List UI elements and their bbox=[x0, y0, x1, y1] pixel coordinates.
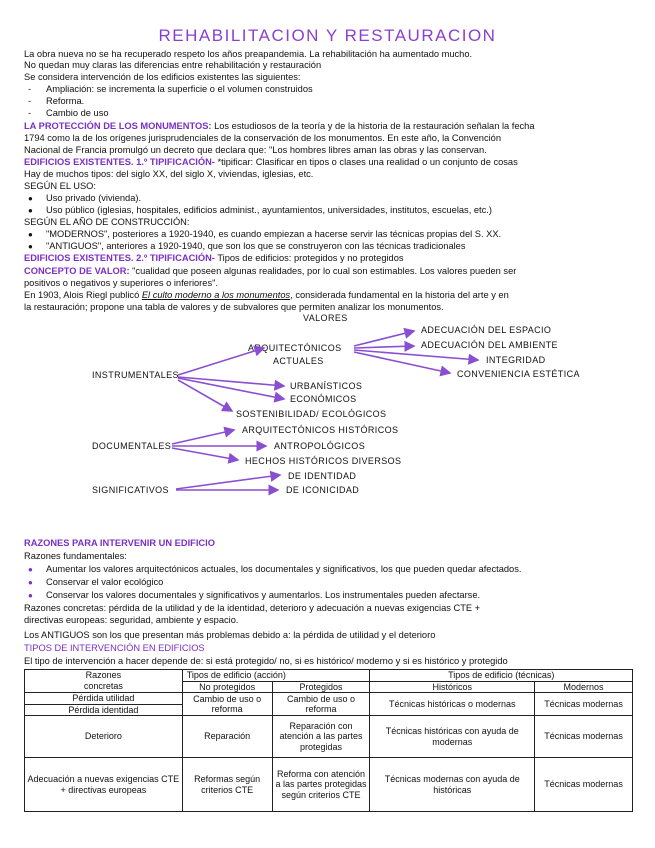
valor-line-4: la restauración; propone una tabla de valores y de subvalores que permiten analizar los monumentos. bbox=[24, 302, 444, 312]
diagram-adecuacion-ambiente: ADECUACIÓN DEL AMBIENTE bbox=[421, 340, 558, 350]
valor-line-3a: En 1903, Alois Riegl publicó bbox=[24, 290, 142, 300]
arrow-sig-identidad bbox=[176, 475, 280, 489]
table-cell: Cambio de uso o reforma bbox=[272, 693, 370, 716]
table-cell: Técnicas históricas con ayuda de modernas bbox=[370, 716, 535, 758]
uso-privado: Uso privado (vivienda). bbox=[46, 193, 142, 203]
razones-concretas-1: Razones concretas: pérdida de la utilidad y de la identidad, deterioro y adecuación a nuevas exigencias CTE + bbox=[24, 603, 481, 613]
table-cell: Técnicas históricas o modernas bbox=[370, 693, 535, 716]
arrow-arq-integridad bbox=[354, 350, 478, 360]
table-row bbox=[25, 693, 633, 705]
proteccion-text: Los estudiosos de la teoría y de la historia de la restauración señalan la fecha bbox=[211, 121, 535, 131]
diagram-iconicidad: DE ICONICIDAD bbox=[286, 485, 360, 495]
tipificacion2-heading: EDIFICIOS EXISTENTES. 2.º TIPIFICACIÓN- bbox=[24, 253, 215, 263]
tipificacion1-heading: EDIFICIOS EXISTENTES. 1.º TIPIFICACIÓN- bbox=[24, 157, 215, 167]
table-cell: Reparación bbox=[182, 716, 272, 758]
bullet-marker: ● bbox=[28, 565, 33, 574]
table-cell: Reparación con atención a las partes protegidas bbox=[272, 716, 370, 758]
diagram-adecuacion-espacio: ADECUACIÓN DEL ESPACIO bbox=[421, 325, 552, 335]
ano-modernos: "MODERNOS", posteriores a 1920-1940, es cuando empiezan a hacerse servir las técnicas propias del S. XX. bbox=[46, 229, 502, 239]
antiguos-line: Los ANTIGUOS son los que presentan más problemas debido a: la pérdida de utilidad y el deterioro bbox=[24, 630, 436, 640]
diagram-arq-actuales-1: ARQUITECTÓNICOS bbox=[248, 343, 342, 353]
valor-heading: CONCEPTO DE VALOR: bbox=[24, 266, 130, 276]
razones-sub: Razones fundamentales: bbox=[24, 551, 127, 561]
proteccion-heading: LA PROTECCIÓN DE LOS MONUMENTOS: bbox=[24, 121, 212, 131]
diagram-significativos: SIGNIFICATIVOS bbox=[92, 485, 169, 495]
arrow-doc-hechos bbox=[172, 448, 238, 460]
intro-line-1: La obra nueva no se ha recuperado respeto los años preapandemia. La rehabilitación ha aumentado mucho. bbox=[24, 49, 473, 59]
bullet-marker: ● bbox=[28, 242, 33, 251]
dash-marker: - bbox=[28, 84, 32, 94]
intro-line-2: No quedan muy claras las diferencias entre rehabilitación y restauración bbox=[24, 60, 322, 70]
intervention-table bbox=[24, 669, 633, 812]
diagram-integridad: INTEGRIDAD bbox=[486, 355, 546, 365]
razones-heading: RAZONES PARA INTERVENIR UN EDIFICIO bbox=[24, 538, 215, 548]
intervention-ampliacion: Ampliación: se incrementa la superficie o el volumen construidos bbox=[46, 84, 313, 94]
bullet-marker: ● bbox=[28, 206, 33, 215]
tipos-intervencion-heading: TIPOS DE INTERVENCIÓN EN EDIFICIOS bbox=[24, 643, 205, 653]
diagram-antropologicos: ANTROPOLÓGICOS bbox=[274, 441, 366, 451]
table-header-cell: Tipos de edificio (acción) bbox=[182, 670, 370, 682]
table-row bbox=[25, 758, 633, 812]
diagram-hechos: HECHOS HISTÓRICOS DIVERSOS bbox=[245, 456, 402, 466]
valor-text: "cualidad que poseen algunas realidades, por lo cual son estimables. Los valores pueden ser bbox=[129, 266, 517, 276]
razon-item-2: Conservar el valor ecológico bbox=[46, 577, 164, 587]
diagram-sostenibilidad: SOSTENIBILIDAD/ ECOLÓGICOS bbox=[236, 409, 387, 419]
table-cell: Técnicas modernas bbox=[535, 693, 633, 716]
intervention-cambio-uso: Cambio de uso bbox=[46, 108, 109, 118]
tipos-intervencion-text: El tipo de intervención a hacer depende de: si está protegido/ no, si es histórico/ moderno y si es histórico y protegido bbox=[24, 656, 508, 666]
table-cell: Adecuación a nuevas exigencias CTE + directivas europeas bbox=[25, 758, 183, 812]
table-cell: Pérdida identidad bbox=[25, 704, 183, 716]
table-header-row bbox=[25, 681, 633, 693]
arrow-arq-conveniencia bbox=[354, 352, 450, 373]
table-cell: Cambio de uso o reforma bbox=[182, 693, 272, 716]
table-header-cell: Modernos bbox=[535, 681, 633, 693]
diagram-arq-historicos: ARQUITECTÓNICOS HISTÓRICOS bbox=[242, 425, 399, 435]
diagram-documentales: DOCUMENTALES bbox=[92, 441, 172, 451]
bullet-marker: ● bbox=[28, 591, 33, 600]
valor-line-2: positivos o negativos y superiores o inferiores". bbox=[24, 278, 218, 288]
diagram-arq-actuales-2: ACTUALES bbox=[273, 356, 324, 366]
diagram-conveniencia: CONVENIENCIA ESTÉTICA bbox=[457, 369, 580, 379]
table-header-cell: Históricos bbox=[370, 681, 535, 693]
bullet-marker: ● bbox=[28, 230, 33, 239]
razon-item-3: Conservar los valores documentales y significativos y aumentarlos. Los instrumentales pueden afectarse. bbox=[46, 590, 481, 600]
valor-line-3c: , considerada fundamental en la historia del arte y en bbox=[290, 290, 509, 300]
table-header-cell: Razones bbox=[25, 670, 183, 682]
intervention-reforma: Reforma. bbox=[46, 96, 85, 106]
table-cell: Técnicas modernas bbox=[535, 758, 633, 812]
diagram-title: VALORES bbox=[303, 313, 348, 323]
table-row bbox=[25, 716, 633, 758]
table-header-row bbox=[25, 670, 633, 682]
razones-concretas-2: directivas europeas: seguridad, ambiente y espacio. bbox=[24, 615, 239, 625]
diagram-identidad: DE IDENTIDAD bbox=[288, 471, 357, 481]
tipificacion1-text: *tipificar: Clasificar en tipos o clases una realidad o un conjunto de cosas bbox=[214, 157, 518, 167]
dash-marker: - bbox=[28, 96, 32, 106]
table-cell: Técnicas modernas con ayuda de históricas bbox=[370, 758, 535, 812]
table-cell: Pérdida utilidad bbox=[25, 693, 183, 705]
bullet-marker: ● bbox=[28, 194, 33, 203]
segun-uso-heading: SEGÚN EL USO: bbox=[24, 181, 96, 191]
table-header-cell: No protegidos bbox=[182, 681, 272, 693]
table-cell: Reforma con atención a las partes protegidas según criterios CTE bbox=[272, 758, 370, 812]
razon-item-1: Aumentar los valores arquitectónicos actuales, los documentales y significativos, los que pueden quedar afectados. bbox=[46, 564, 522, 574]
tipificacion1-line-2: Hay de muchos tipos: del siglo XX, del siglo X, viviendas, iglesias, etc. bbox=[24, 169, 314, 179]
table-header-cell: concretas bbox=[25, 681, 183, 693]
arrow-arq-espacio bbox=[354, 331, 414, 346]
diagram-urbanisticos: URBANÍSTICOS bbox=[290, 381, 363, 391]
table-header-cell: Protegidos bbox=[272, 681, 370, 693]
arrow-instr-arq bbox=[178, 348, 264, 375]
proteccion-line-3: Nacional de Francia promulgó un decreto que declara que: "Los hombres libres aman las obras y las conservan. bbox=[24, 145, 487, 155]
arrow-doc-arqhist bbox=[172, 430, 234, 444]
arrow-arq-ambiente bbox=[354, 346, 414, 348]
intro-line-3: Se considera intervención de los edificios existentes las siguientes: bbox=[24, 72, 301, 82]
bullet-marker: ● bbox=[28, 578, 33, 587]
tipificacion2-text: Tipos de edificios: protegidos y no protegidos bbox=[214, 253, 404, 263]
table-cell: Técnicas modernas bbox=[535, 716, 633, 758]
arrow-instr-sost bbox=[178, 380, 232, 411]
page-title: REHABILITACION Y RESTAURACION bbox=[158, 26, 497, 45]
table-cell: Reformas según criterios CTE bbox=[182, 758, 272, 812]
table-header-cell: Tipos de edificio (técnicas) bbox=[370, 670, 633, 682]
segun-ano-heading: SEGÚN EL AÑO DE CONSTRUCCIÓN: bbox=[24, 217, 190, 227]
uso-publico: Uso público (iglesias, hospitales, edificios administ., ayuntamientos, universidades, institutos, escuelas, etc.) bbox=[46, 205, 492, 215]
table-cell: Deterioro bbox=[25, 716, 183, 758]
riegl-book-title: El culto moderno a los monumentos bbox=[141, 290, 291, 300]
diagram-instrumentales: INSTRUMENTALES bbox=[92, 370, 179, 380]
ano-antiguos: "ANTIGUOS", anteriores a 1920-1940, que son los que se construyeron con las técnicas tradicionales bbox=[46, 241, 466, 251]
diagram-economicos: ECONÓMICOS bbox=[290, 394, 357, 404]
proteccion-line-2: 1794 como la de los orígenes jurisprudenciales de la conservación de los monumentos. En este año, la Convención bbox=[24, 133, 502, 143]
dash-marker: - bbox=[28, 108, 32, 118]
